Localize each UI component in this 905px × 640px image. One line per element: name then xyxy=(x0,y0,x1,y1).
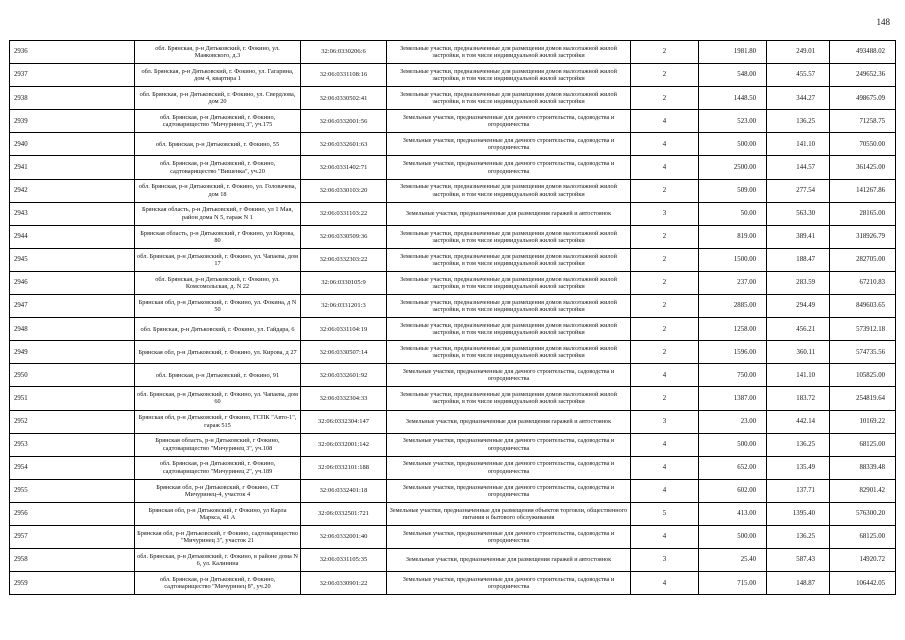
row-number-cell: 2940 xyxy=(10,133,135,156)
address-cell: Брянская область, р-н Дятьковский, г Фокино, ул 1 Мая, район дома N 5, гараж N 1 xyxy=(135,202,301,225)
cadastral-number-cell: 32:06:0332601:92 xyxy=(301,364,387,387)
land-use-cell: Земельные участки, предназначенные для дачного строительства, садоводства и огородничества xyxy=(387,525,631,548)
price-per-sqm-cell: 136.25 xyxy=(767,110,830,133)
cadastral-number-cell: 32:06:0332101:188 xyxy=(301,456,387,479)
table-row xyxy=(10,341,896,364)
row-number-cell: 2950 xyxy=(10,364,135,387)
land-use-cell: Земельные участки, предназначенные для дачного строительства, садоводства и огородничества xyxy=(387,364,631,387)
category-cell: 4 xyxy=(631,156,699,179)
land-use-cell: Земельные участки, предназначенные для размещения домов малоэтажной жилой застройки, в том числе индивидуальной жилой застройки xyxy=(387,387,631,410)
category-cell: 2 xyxy=(631,64,699,87)
price-per-sqm-cell: 587.43 xyxy=(767,549,830,572)
cadastral-number-cell: 32:06:0330507:14 xyxy=(301,341,387,364)
table-row xyxy=(10,433,896,456)
address-cell: обл. Брянская, р-н Дятьковский, г. Фокино, в районе дома N 6, ул. Калинина xyxy=(135,549,301,572)
area-cell: 819.00 xyxy=(699,225,767,248)
cadastral-value-cell: 28165.00 xyxy=(830,202,896,225)
cadastral-number-cell: 32:06:0332001:40 xyxy=(301,525,387,548)
area-cell: 2500.00 xyxy=(699,156,767,179)
cadastral-value-cell: 849603.65 xyxy=(830,295,896,318)
area-cell: 1981.80 xyxy=(699,41,767,64)
row-number-cell: 2953 xyxy=(10,433,135,456)
area-cell: 548.00 xyxy=(699,64,767,87)
cadastral-value-cell: 249652.36 xyxy=(830,64,896,87)
category-cell: 2 xyxy=(631,179,699,202)
table-row xyxy=(10,156,896,179)
cadastral-value-table xyxy=(9,40,896,595)
cadastral-value-cell: 498675.09 xyxy=(830,87,896,110)
cadastral-number-cell: 32:06:0330103:20 xyxy=(301,179,387,202)
cadastral-value-cell: 10169.22 xyxy=(830,410,896,433)
cadastral-number-cell: 32:06:0330105:9 xyxy=(301,271,387,294)
table-row xyxy=(10,225,896,248)
category-cell: 5 xyxy=(631,502,699,525)
area-cell: 413.00 xyxy=(699,502,767,525)
table-row xyxy=(10,387,896,410)
price-per-sqm-cell: 183.72 xyxy=(767,387,830,410)
table-row xyxy=(10,64,896,87)
land-use-cell: Земельные участки, предназначенные для дачного строительства, садоводства и огородничества xyxy=(387,572,631,595)
land-use-cell: Земельные участки, предназначенные для дачного строительства, садоводства и огородничества xyxy=(387,433,631,456)
land-use-cell: Земельные участки, предназначенные для размещения домов малоэтажной жилой застройки, в том числе индивидуальной жилой застройки xyxy=(387,341,631,364)
page-number: 148 xyxy=(876,17,890,27)
price-per-sqm-cell: 456.21 xyxy=(767,318,830,341)
address-cell: обл. Брянская, р-н Дятьковский, г. Фокино, ул. Комсомольская, д. N 22 xyxy=(135,271,301,294)
row-number-cell: 2942 xyxy=(10,179,135,202)
cadastral-value-cell: 282705.00 xyxy=(830,248,896,271)
address-cell: обл. Брянская, р-н Дятьковский, г. Фокино, ул. Чапаева, дом 60 xyxy=(135,387,301,410)
address-cell: Брянская область, р-н Дятьковский, г Фокино, ул Кирова, 80 xyxy=(135,225,301,248)
cadastral-number-cell: 32:06:0330509:36 xyxy=(301,225,387,248)
table-row xyxy=(10,202,896,225)
row-number-cell: 2957 xyxy=(10,525,135,548)
cadastral-number-cell: 32:06:0332001:142 xyxy=(301,433,387,456)
row-number-cell: 2944 xyxy=(10,225,135,248)
price-per-sqm-cell: 141.10 xyxy=(767,133,830,156)
area-cell: 25.40 xyxy=(699,549,767,572)
cadastral-value-cell: 82901.42 xyxy=(830,479,896,502)
row-number-cell: 2955 xyxy=(10,479,135,502)
table-row xyxy=(10,364,896,387)
area-cell: 1387.00 xyxy=(699,387,767,410)
cadastral-number-cell: 32:06:0331402:71 xyxy=(301,156,387,179)
land-use-cell: Земельные участки, предназначенные для размещения домов малоэтажной жилой застройки, в том числе индивидуальной жилой застройки xyxy=(387,64,631,87)
category-cell: 3 xyxy=(631,202,699,225)
table-row xyxy=(10,87,896,110)
price-per-sqm-cell: 141.10 xyxy=(767,364,830,387)
row-number-cell: 2949 xyxy=(10,341,135,364)
area-cell: 1500.00 xyxy=(699,248,767,271)
category-cell: 2 xyxy=(631,41,699,64)
area-cell: 2885.00 xyxy=(699,295,767,318)
price-per-sqm-cell: 294.49 xyxy=(767,295,830,318)
area-cell: 500.00 xyxy=(699,133,767,156)
row-number-cell: 2948 xyxy=(10,318,135,341)
land-use-cell: Земельные участки, предназначенные для дачного строительства, садоводства и огородничества xyxy=(387,156,631,179)
cadastral-value-cell: 88339.48 xyxy=(830,456,896,479)
price-per-sqm-cell: 136.25 xyxy=(767,433,830,456)
category-cell: 4 xyxy=(631,479,699,502)
table-row xyxy=(10,295,896,318)
cadastral-value-cell: 70550.00 xyxy=(830,133,896,156)
area-cell: 500.00 xyxy=(699,433,767,456)
category-cell: 2 xyxy=(631,271,699,294)
land-use-cell: Земельные участки, предназначенные для дачного строительства, садоводства и огородничества xyxy=(387,133,631,156)
category-cell: 2 xyxy=(631,87,699,110)
cadastral-number-cell: 32:06:0332501:721 xyxy=(301,502,387,525)
cadastral-value-cell: 493488.02 xyxy=(830,41,896,64)
cadastral-value-cell: 105825.00 xyxy=(830,364,896,387)
area-cell: 1596.00 xyxy=(699,341,767,364)
area-cell: 602.00 xyxy=(699,479,767,502)
cadastral-value-cell: 67210.83 xyxy=(830,271,896,294)
row-number-cell: 2954 xyxy=(10,456,135,479)
table-row xyxy=(10,572,896,595)
price-per-sqm-cell: 137.71 xyxy=(767,479,830,502)
cadastral-value-cell: 71258.75 xyxy=(830,110,896,133)
cadastral-value-cell: 14920.72 xyxy=(830,549,896,572)
address-cell: обл. Брянская, р-н Дятьковский, г. Фокино, садтоварищество "Мичуринец 2", уч.189 xyxy=(135,456,301,479)
land-use-cell: Земельные участки, предназначенные для размещения гаражей и автостоянок xyxy=(387,410,631,433)
cadastral-number-cell: 32:06:0332303:22 xyxy=(301,248,387,271)
row-number-cell: 2936 xyxy=(10,41,135,64)
cadastral-value-cell: 573912.18 xyxy=(830,318,896,341)
category-cell: 2 xyxy=(631,318,699,341)
address-cell: обл. Брянская, р-н Дятьковский, г. Фокино, 91 xyxy=(135,364,301,387)
row-number-cell: 2952 xyxy=(10,410,135,433)
category-cell: 3 xyxy=(631,549,699,572)
table-row xyxy=(10,410,896,433)
land-use-cell: Земельные участки, предназначенные для размещения домов малоэтажной жилой застройки, в том числе индивидуальной жилой застройки xyxy=(387,271,631,294)
category-cell: 3 xyxy=(631,410,699,433)
address-cell: Брянская обл, р-н Дятьковский, г Фокино, ул Карла Маркса, 41 А xyxy=(135,502,301,525)
land-use-cell: Земельные участки, предназначенные для размещения домов малоэтажной жилой застройки, в том числе индивидуальной жилой застройки xyxy=(387,87,631,110)
land-use-cell: Земельные участки, предназначенные для дачного строительства, садоводства и огородничества xyxy=(387,110,631,133)
address-cell: Брянская обл, р-н Дятьковский, г Фокино, садтоварищество "Мичуринец 3", участок 21 xyxy=(135,525,301,548)
address-cell: Брянская обл, р-н Дятьковский, г. Фокино, ул. Кирова, д 27 xyxy=(135,341,301,364)
land-use-cell: Земельные участки, предназначенные для размещения домов малоэтажной жилой застройки, в том числе индивидуальной жилой застройки xyxy=(387,179,631,202)
address-cell: обл. Брянская, р-н Дятьковский, г. Фокино, ул. Чапаева, дом 17 xyxy=(135,248,301,271)
cadastral-value-cell: 68125.00 xyxy=(830,525,896,548)
cadastral-number-cell: 32:06:0330901:22 xyxy=(301,572,387,595)
area-cell: 509.00 xyxy=(699,179,767,202)
row-number-cell: 2951 xyxy=(10,387,135,410)
cadastral-value-cell: 574735.56 xyxy=(830,341,896,364)
cadastral-value-cell: 318926.79 xyxy=(830,225,896,248)
row-number-cell: 2943 xyxy=(10,202,135,225)
address-cell: обл. Брянская, р-н Дятьковский, г. Фокино, садтоварищество "Вишенка", уч.20 xyxy=(135,156,301,179)
land-use-cell: Земельные участки, предназначенные для размещения домов малоэтажной жилой застройки, в том числе индивидуальной жилой застройки xyxy=(387,225,631,248)
price-per-sqm-cell: 283.59 xyxy=(767,271,830,294)
address-cell: обл. Брянская, р-н Дятьковский, г. Фокино, садтоварищество "Мичуринец 3", уч.175 xyxy=(135,110,301,133)
category-cell: 4 xyxy=(631,364,699,387)
table-row xyxy=(10,41,896,64)
cadastral-number-cell: 32:06:0330206:6 xyxy=(301,41,387,64)
category-cell: 4 xyxy=(631,110,699,133)
table-row xyxy=(10,271,896,294)
cadastral-number-cell: 32:06:0331103:22 xyxy=(301,202,387,225)
cadastral-value-cell: 106442.05 xyxy=(830,572,896,595)
cadastral-value-cell: 576300.20 xyxy=(830,502,896,525)
row-number-cell: 2956 xyxy=(10,502,135,525)
price-per-sqm-cell: 188.47 xyxy=(767,248,830,271)
price-per-sqm-cell: 277.54 xyxy=(767,179,830,202)
table-row xyxy=(10,179,896,202)
address-cell: Брянская обл, р-н Дятьковский, г Фокино, ГСПК "Авто-1", гараж 515 xyxy=(135,410,301,433)
area-cell: 1258.00 xyxy=(699,318,767,341)
table-row xyxy=(10,502,896,525)
category-cell: 2 xyxy=(631,341,699,364)
table-body xyxy=(10,41,896,595)
row-number-cell: 2946 xyxy=(10,271,135,294)
price-per-sqm-cell: 135.49 xyxy=(767,456,830,479)
table-row xyxy=(10,318,896,341)
area-cell: 1448.50 xyxy=(699,87,767,110)
category-cell: 2 xyxy=(631,295,699,318)
category-cell: 4 xyxy=(631,572,699,595)
price-per-sqm-cell: 442.14 xyxy=(767,410,830,433)
cadastral-number-cell: 32:06:0332001:56 xyxy=(301,110,387,133)
table-row xyxy=(10,456,896,479)
row-number-cell: 2959 xyxy=(10,572,135,595)
area-cell: 652.00 xyxy=(699,456,767,479)
area-cell: 50.00 xyxy=(699,202,767,225)
row-number-cell: 2958 xyxy=(10,549,135,572)
cadastral-number-cell: 32:06:0331105:35 xyxy=(301,549,387,572)
table-row xyxy=(10,133,896,156)
cadastral-number-cell: 32:06:0332304:147 xyxy=(301,410,387,433)
price-per-sqm-cell: 249.01 xyxy=(767,41,830,64)
category-cell: 4 xyxy=(631,433,699,456)
price-per-sqm-cell: 563.30 xyxy=(767,202,830,225)
price-per-sqm-cell: 148.87 xyxy=(767,572,830,595)
category-cell: 2 xyxy=(631,387,699,410)
cadastral-value-cell: 254819.64 xyxy=(830,387,896,410)
table-row xyxy=(10,549,896,572)
cadastral-number-cell: 32:06:0332401:18 xyxy=(301,479,387,502)
price-per-sqm-cell: 1395.40 xyxy=(767,502,830,525)
row-number-cell: 2941 xyxy=(10,156,135,179)
cadastral-number-cell: 32:06:0332601:63 xyxy=(301,133,387,156)
price-per-sqm-cell: 144.57 xyxy=(767,156,830,179)
area-cell: 523.00 xyxy=(699,110,767,133)
cadastral-number-cell: 32:06:0332304:33 xyxy=(301,387,387,410)
table-row xyxy=(10,479,896,502)
table-row xyxy=(10,248,896,271)
price-per-sqm-cell: 344.27 xyxy=(767,87,830,110)
address-cell: обл. Брянская, р-н Дятьковский, г. Фокино, садтоварищество "Мичуринец 8", уч.20 xyxy=(135,572,301,595)
land-use-cell: Земельные участки, предназначенные для размещения гаражей и автостоянок xyxy=(387,202,631,225)
address-cell: обл. Брянская, р-н Дятьковский, г. Фокино, 55 xyxy=(135,133,301,156)
category-cell: 2 xyxy=(631,225,699,248)
land-use-cell: Земельные участки, предназначенные для размещения объектов торговли, общественного питания и бытового обслуживания xyxy=(387,502,631,525)
cadastral-number-cell: 32:06:0331108:16 xyxy=(301,64,387,87)
row-number-cell: 2939 xyxy=(10,110,135,133)
category-cell: 4 xyxy=(631,133,699,156)
row-number-cell: 2945 xyxy=(10,248,135,271)
cadastral-value-cell: 141267.86 xyxy=(830,179,896,202)
row-number-cell: 2947 xyxy=(10,295,135,318)
price-per-sqm-cell: 455.57 xyxy=(767,64,830,87)
land-use-cell: Земельные участки, предназначенные для размещения гаражей и автостоянок xyxy=(387,549,631,572)
address-cell: обл. Брянская, р-н Дятьковский, г. Фокино, ул. Маяковского, д.3 xyxy=(135,41,301,64)
address-cell: Брянская обл, р-н Дятьковский, г Фокино, СТ Мичуринец-4, участок 4 xyxy=(135,479,301,502)
cadastral-number-cell: 32:06:0330502:41 xyxy=(301,87,387,110)
land-use-cell: Земельные участки, предназначенные для дачного строительства, садоводства и огородничества xyxy=(387,456,631,479)
table-row xyxy=(10,110,896,133)
address-cell: обл. Брянская, р-н Дятьковский, г. Фокино, ул. Гагарина, дом 4, квартира 1 xyxy=(135,64,301,87)
cadastral-number-cell: 32:06:0331104:19 xyxy=(301,318,387,341)
row-number-cell: 2938 xyxy=(10,87,135,110)
address-cell: обл. Брянская, р-н Дятьковский, г. Фокино, ул. Гайдара, 6 xyxy=(135,318,301,341)
land-use-cell: Земельные участки, предназначенные для размещения домов малоэтажной жилой застройки, в том числе индивидуальной жилой застройки xyxy=(387,295,631,318)
row-number-cell: 2937 xyxy=(10,64,135,87)
price-per-sqm-cell: 389.41 xyxy=(767,225,830,248)
area-cell: 237.00 xyxy=(699,271,767,294)
land-use-cell: Земельные участки, предназначенные для размещения домов малоэтажной жилой застройки, в том числе индивидуальной жилой застройки xyxy=(387,318,631,341)
land-use-cell: Земельные участки, предназначенные для дачного строительства, садоводства и огородничества xyxy=(387,479,631,502)
cadastral-number-cell: 32:06:0331201:3 xyxy=(301,295,387,318)
area-cell: 500.00 xyxy=(699,525,767,548)
area-cell: 750.00 xyxy=(699,364,767,387)
cadastral-value-cell: 68125.00 xyxy=(830,433,896,456)
area-cell: 23.00 xyxy=(699,410,767,433)
area-cell: 715.00 xyxy=(699,572,767,595)
address-cell: обл. Брянская, р-н Дятьковский, г. Фокино, ул. Головачева, дом 18 xyxy=(135,179,301,202)
price-per-sqm-cell: 136.25 xyxy=(767,525,830,548)
price-per-sqm-cell: 360.11 xyxy=(767,341,830,364)
category-cell: 4 xyxy=(631,525,699,548)
category-cell: 2 xyxy=(631,248,699,271)
address-cell: Брянская область, р-н Дятьковский, г Фокино, садтоварищество "Мичуринец 3", уч.108 xyxy=(135,433,301,456)
land-use-cell: Земельные участки, предназначенные для размещения домов малоэтажной жилой застройки, в том числе индивидуальной жилой застройки xyxy=(387,41,631,64)
address-cell: Брянская обл, р-н Дятьковский, г. Фокино, ул. Фокина, д N 50 xyxy=(135,295,301,318)
land-use-cell: Земельные участки, предназначенные для размещения домов малоэтажной жилой застройки, в том числе индивидуальной жилой застройки xyxy=(387,248,631,271)
table-row xyxy=(10,525,896,548)
address-cell: обл. Брянская, р-н Дятьковский, г. Фокино, ул. Свердлова, дом 20 xyxy=(135,87,301,110)
cadastral-value-cell: 361425.00 xyxy=(830,156,896,179)
category-cell: 4 xyxy=(631,456,699,479)
